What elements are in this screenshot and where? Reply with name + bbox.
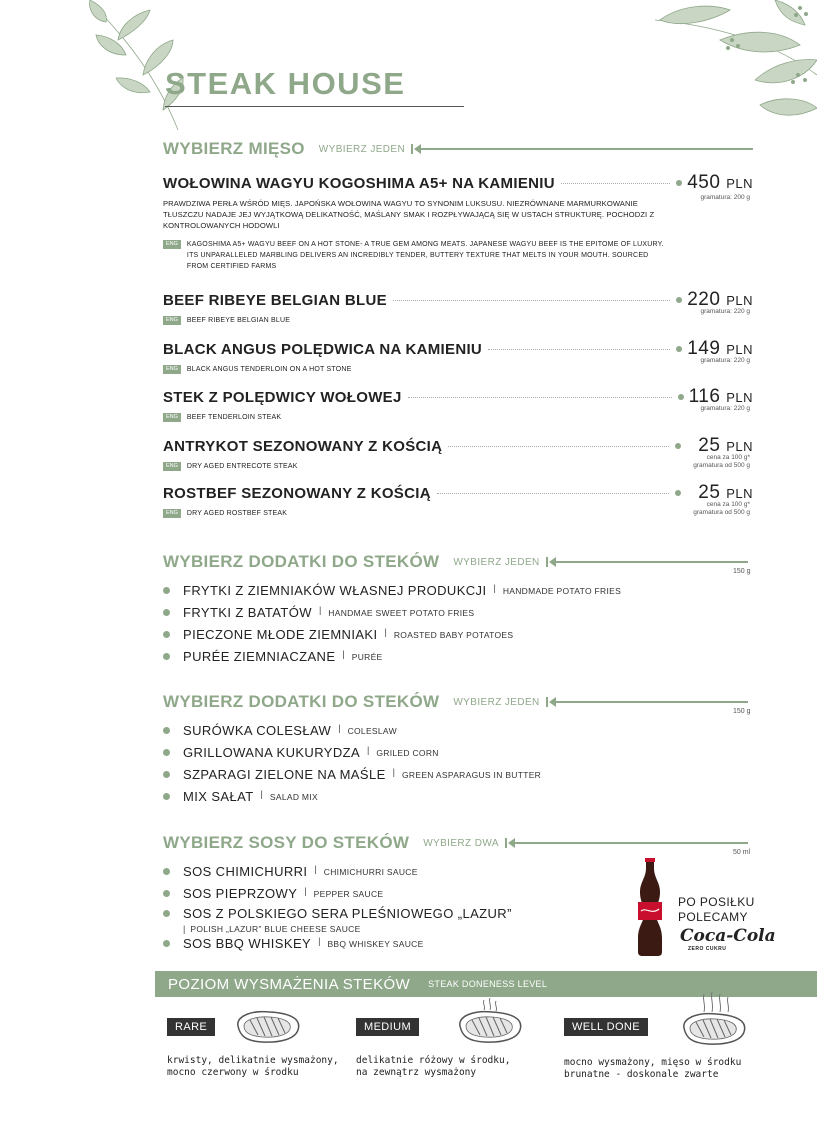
arrow-left-icon — [546, 696, 748, 708]
dish-weight-note: cena za 100 g* gramatura od 500 g — [693, 501, 750, 516]
sauces-list — [163, 864, 512, 958]
doneness-heading: POZIOM WYSMAŻENIA STEKÓW — [168, 975, 411, 993]
doneness-tag: WELL DONE — [564, 1018, 648, 1036]
dish-name: BLACK ANGUS POLĘDWICA NA KAMIENIU — [163, 340, 483, 358]
dish-english-text: BLACK ANGUS TENDERLOIN ON A HOT STONE — [186, 366, 352, 373]
price-bullet-icon — [676, 297, 682, 303]
sides2-heading: WYBIERZ DODATKI DO STEKÓW — [163, 692, 440, 711]
price-bullet-icon — [676, 346, 682, 352]
dish-wagyu — [163, 172, 753, 272]
steak-icon — [232, 1008, 304, 1046]
sides1-section-header — [163, 552, 748, 572]
dot-leader — [408, 397, 672, 398]
dish-weight-note: gramatura: 220 g — [700, 357, 750, 364]
arrow-left-icon — [546, 556, 748, 568]
dish-english-text: BEEF TENDERLOIN STEAK — [186, 414, 282, 421]
meat-section-heading: WYBIERZ MIĘSO — [163, 139, 305, 158]
list-item: GRILLOWANA KUKURYDZA | GRILED CORN — [163, 745, 541, 767]
dish-rostbef — [163, 482, 753, 519]
bullet-icon — [163, 749, 170, 756]
list-item: SOS Z POLSKIEGO SERA PLEŚNIOWEGO „LAZUR” | POLISH „LAZUR” BLUE CHEESE SAUCE — [163, 906, 512, 936]
dish-ribeye — [163, 289, 753, 326]
dish-name: WOŁOWINA WAGYU KOGOSHIMA A5+ NA KAMIENIU — [163, 174, 555, 192]
coca-cola-logo: Coca-Cola — [680, 926, 776, 946]
list-item: SURÓWKA COLESŁAW | COLESLAW — [163, 723, 541, 745]
dish-name: ROSTBEF SEZONOWANY Z KOŚCIĄ — [163, 484, 431, 502]
bullet-icon — [163, 940, 170, 947]
arrow-left-icon — [411, 143, 753, 155]
doneness-tag: RARE — [167, 1018, 215, 1036]
steak-icon — [454, 998, 528, 1046]
sides1-list — [163, 583, 621, 671]
dish-english-text: BEEF RIBEYE BELGIAN BLUE — [186, 317, 291, 324]
doneness-description: delikatnie różowy w środku, na zewnątrz wysmażony — [356, 1055, 511, 1078]
dish-english-text: DRY AGED ENTRECOTE STEAK — [186, 463, 298, 470]
bullet-icon — [163, 587, 170, 594]
dish-name: BEEF RIBEYE BELGIAN BLUE — [163, 291, 387, 309]
sides2-section-header — [163, 692, 748, 712]
sauces-heading: WYBIERZ SOSY DO STEKÓW — [163, 833, 410, 852]
eng-tag: ENG — [163, 413, 181, 422]
dish-english-text: KAGOSHIMA A5+ WAGYU BEEF ON A HOT STONE- A TRUE GEM AMONG MEATS. JAPANESE WAGYU BEEF IS THE EPITOME OF LUXURY. ITS UNPARALLELED MARBLING DELIVERS AN INCREDIBLY TENDER, BUTTERY TEXTURE THAT MELTS IN YOUR MOUTH. SOURCED FROM CERTIFIED FARMS — [186, 241, 664, 270]
bullet-icon — [163, 771, 170, 778]
dish-name: ANTRYKOT SEZONOWANY Z KOŚCIĄ — [163, 437, 443, 455]
sauces-section-header — [163, 833, 748, 853]
dish-black-angus — [163, 338, 753, 375]
bullet-icon — [163, 910, 170, 917]
doneness-medium — [356, 1018, 556, 1088]
sauces-unit: 50 ml — [733, 849, 751, 856]
eng-tag: ENG — [163, 240, 181, 249]
dot-leader — [488, 349, 670, 350]
list-item: PIECZONE MŁODE ZIEMNIAKI | ROASTED BABY POTATOES — [163, 627, 621, 649]
bullet-icon — [163, 609, 170, 616]
dot-leader — [448, 446, 669, 447]
sides2-list — [163, 723, 541, 811]
price-bullet-icon — [675, 490, 681, 496]
dish-price: 25 PLN — [698, 435, 753, 456]
doneness-description: mocno wysmażony, mięso w środku brunatne - doskonale zwarte — [564, 1057, 742, 1080]
dish-weight-note: gramatura: 200 g — [700, 194, 750, 201]
doneness-tag: MEDIUM — [356, 1018, 419, 1036]
doneness-subheading: STEAK DONENESS LEVEL — [428, 979, 548, 989]
price-bullet-icon — [678, 394, 684, 400]
eng-tag: ENG — [163, 316, 181, 325]
dish-weight-note: cena za 100 g* gramatura od 500 g — [693, 454, 750, 469]
dish-price: 25 PLN — [698, 482, 753, 503]
sides1-heading: WYBIERZ DODATKI DO STEKÓW — [163, 552, 440, 571]
dot-leader — [561, 183, 670, 184]
list-item: PURÉE ZIEMNIACZANE | PURÉE — [163, 649, 621, 671]
dish-english-text: DRY AGED ROSTBEF STEAK — [186, 510, 288, 517]
arrow-left-icon — [505, 837, 748, 849]
bullet-icon — [163, 653, 170, 660]
dish-weight-note: gramatura: 220 g — [700, 308, 750, 315]
dish-tenderloin-steak — [163, 386, 753, 423]
dot-leader — [437, 493, 669, 494]
bullet-icon — [163, 890, 170, 897]
page-title: STEAK HOUSE — [165, 66, 406, 101]
list-item: FRYTKI Z ZIEMNIAKÓW WŁASNEJ PRODUKCJI | HANDMADE POTATO FRIES — [163, 583, 621, 605]
sides1-subheading: WYBIERZ JEDEN — [453, 556, 540, 568]
dish-price: 116 PLN — [688, 386, 753, 407]
leaf-decoration-right — [650, 0, 817, 135]
dish-name: STEK Z POLĘDWICY WOŁOWEJ — [163, 388, 402, 406]
sides2-unit: 150 g — [733, 708, 751, 715]
bullet-icon — [163, 727, 170, 734]
coca-cola-bottle-icon — [632, 858, 668, 956]
sides1-unit: 150 g — [733, 568, 751, 575]
steak-icon — [678, 992, 752, 1048]
sauces-subheading: WYBIERZ DWA — [423, 837, 499, 849]
list-item: FRYTKI Z BATATÓW | HANDMAE SWEET POTATO FRIES — [163, 605, 621, 627]
dot-leader — [393, 300, 670, 301]
doneness-rare — [167, 1018, 337, 1088]
title-divider — [165, 106, 464, 107]
dish-weight-note: gramatura: 220 g — [700, 405, 750, 412]
dish-price: 450 PLN — [687, 172, 753, 193]
price-bullet-icon — [676, 180, 682, 186]
list-item: SOS PIEPRZOWY | PEPPER SAUCE — [163, 886, 512, 906]
dish-price: 149 PLN — [687, 338, 753, 359]
promo-text: PO POSIŁKU POLECAMY — [678, 895, 755, 924]
sides2-subheading: WYBIERZ JEDEN — [453, 696, 540, 708]
dish-description: PRAWDZIWA PERŁA WŚRÓD MIĘS. JAPOŃSKA WOŁOWINA WAGYU TO SYNONIM LUKSUSU. NIEZRÓWNANE MARMURKOWANIE TŁUSZCZU NADAJE JEJ WYJĄTKOWĄ DELIKATNOŚĆ, MAŚLANY SMAK I ROZPŁYWAJĄCĄ SIĘ W USTACH STRUKTURĘ. POCHODZI Z KONTROLOWANYCH HODOWLI — [163, 199, 655, 230]
dish-price: 220 PLN — [687, 289, 753, 310]
meat-section-subheading: WYBIERZ JEDEN — [318, 143, 406, 155]
list-item: SOS CHIMICHURRI | CHIMICHURRI SAUCE — [163, 864, 512, 886]
eng-tag: ENG — [163, 462, 181, 471]
dish-entrecote — [163, 435, 753, 472]
eng-tag: ENG — [163, 509, 181, 518]
meat-section-header — [163, 139, 753, 159]
doneness-well-done — [564, 1018, 764, 1088]
bullet-icon — [163, 631, 170, 638]
price-bullet-icon — [675, 443, 681, 449]
list-item: MIX SAŁAT | SALAD MIX — [163, 789, 541, 811]
bullet-icon — [163, 868, 170, 875]
eng-tag: ENG — [163, 365, 181, 374]
bullet-icon — [163, 793, 170, 800]
doneness-description: krwisty, delikatnie wysmażony, mocno czerwony w środku — [167, 1055, 339, 1078]
list-item: SOS BBQ WHISKEY | BBQ WHISKEY SAUCE — [163, 936, 512, 958]
coca-cola-subtitle: ZERO CUKRU — [688, 946, 727, 952]
list-item: SZPARAGI ZIELONE NA MAŚLE | GREEN ASPARAGUS IN BUTTER — [163, 767, 541, 789]
